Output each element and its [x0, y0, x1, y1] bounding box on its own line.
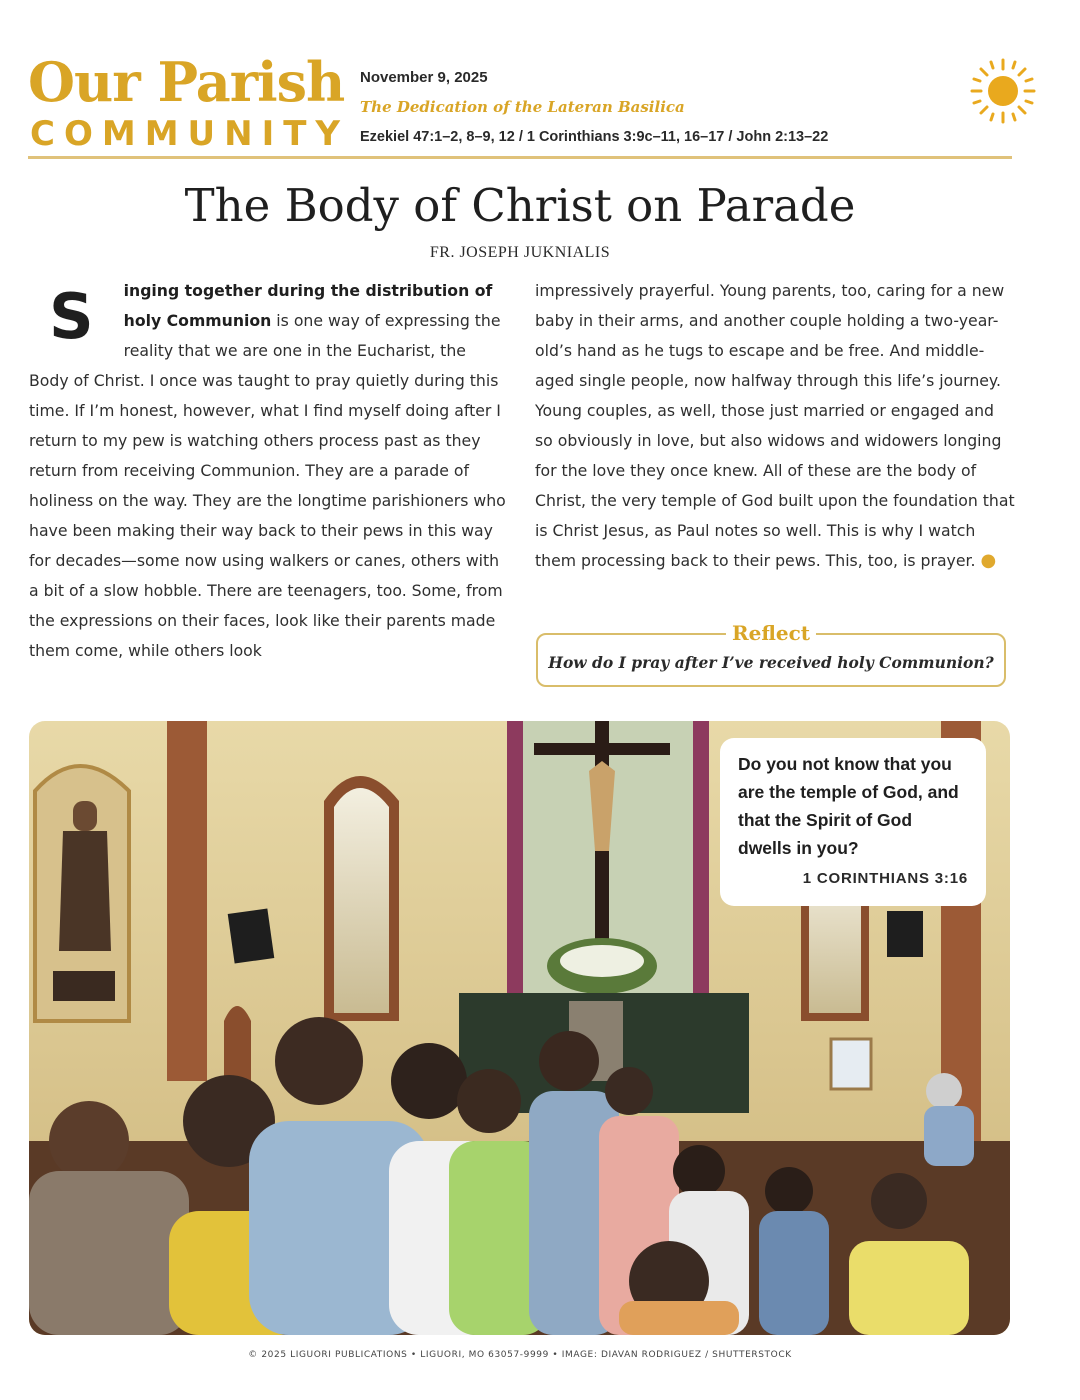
- masthead: [28, 50, 1038, 158]
- drop-cap: S: [49, 280, 94, 353]
- brand-subtitle: COMMUNITY: [30, 114, 350, 154]
- scripture-citation: 1 CORINTHIANS 3:16: [802, 870, 968, 887]
- article-paragraph-right: [535, 276, 1015, 576]
- scripture-quote: Do you not know that you are the temple of God, and that the Spirit of God dwells in you?: [738, 754, 959, 858]
- article-title: The Body of Christ on Parade: [184, 179, 856, 232]
- end-mark: ●: [980, 550, 997, 571]
- article-column-left: [29, 276, 509, 666]
- feast-title: The Dedication of the Lateran Basilica: [360, 98, 685, 116]
- issue-date: November 9, 2025: [360, 69, 488, 86]
- body-text-right: impressively prayerful. Young parents, too, caring for a new baby in their arms, and another couple holding a two-year-old’s hand as he tugs to escape and be free. And middle-aged single people, now halfway through this life’s journey. Young couples, as well, those just married or engaged and so obviously in love, but also widows and widowers longing for the love they once knew. All of these are the body of Christ, the very temple of God built upon the foundation that is Christ Jesus, as Paul notes so well. This is why I watch them processing back to their pews. This, too, is prayer.: [535, 281, 1015, 570]
- brand-title: Our Parish: [28, 50, 345, 114]
- article-column-right: [535, 276, 1015, 576]
- reflect-title: Reflect: [726, 621, 816, 645]
- sun-icon: [968, 56, 1038, 126]
- article-paragraph-left: [29, 276, 509, 666]
- scripture-readings: Ezekiel 47:1–2, 8–9, 12 / 1 Corinthians 3:9c–11, 16–17 / John 2:13–22: [360, 129, 829, 145]
- reflect-box: [536, 621, 1006, 687]
- scripture-quote-card: [720, 738, 986, 906]
- issue-info: [360, 68, 940, 147]
- article-byline: FR. JOSEPH JUKNIALIS: [429, 244, 611, 261]
- reflect-question: How do I pray after I’ve received holy Communion?: [548, 653, 994, 672]
- body-text-left: is one way of expressing the reality that we are one in the Eucharist, the Body of Christ. I once was taught to pray quietly during this time. If I’m honest, however, what I find myself doing after I return to my pew is watching others process past as they return from receiving Communion. They are a parade of holiness on the way. They are the longtime parishioners who have been making their way back to their pews in this way for decades—some now using walkers or canes, others with a bit of a slow hobble. There are teenagers, too. Some, from the expressions on their faces, look like their parents made them come, while others look: [29, 311, 506, 660]
- masthead-divider: [28, 156, 1012, 159]
- footer-credit: © 2025 LIGUORI PUBLICATIONS • LIGUORI, MO 63057-9999 • IMAGE: DIAVAN RODRIGUEZ / SHUTTERSTOCK: [248, 1350, 792, 1360]
- lead-in: inging together during the distribution of holy Communion: [123, 281, 493, 330]
